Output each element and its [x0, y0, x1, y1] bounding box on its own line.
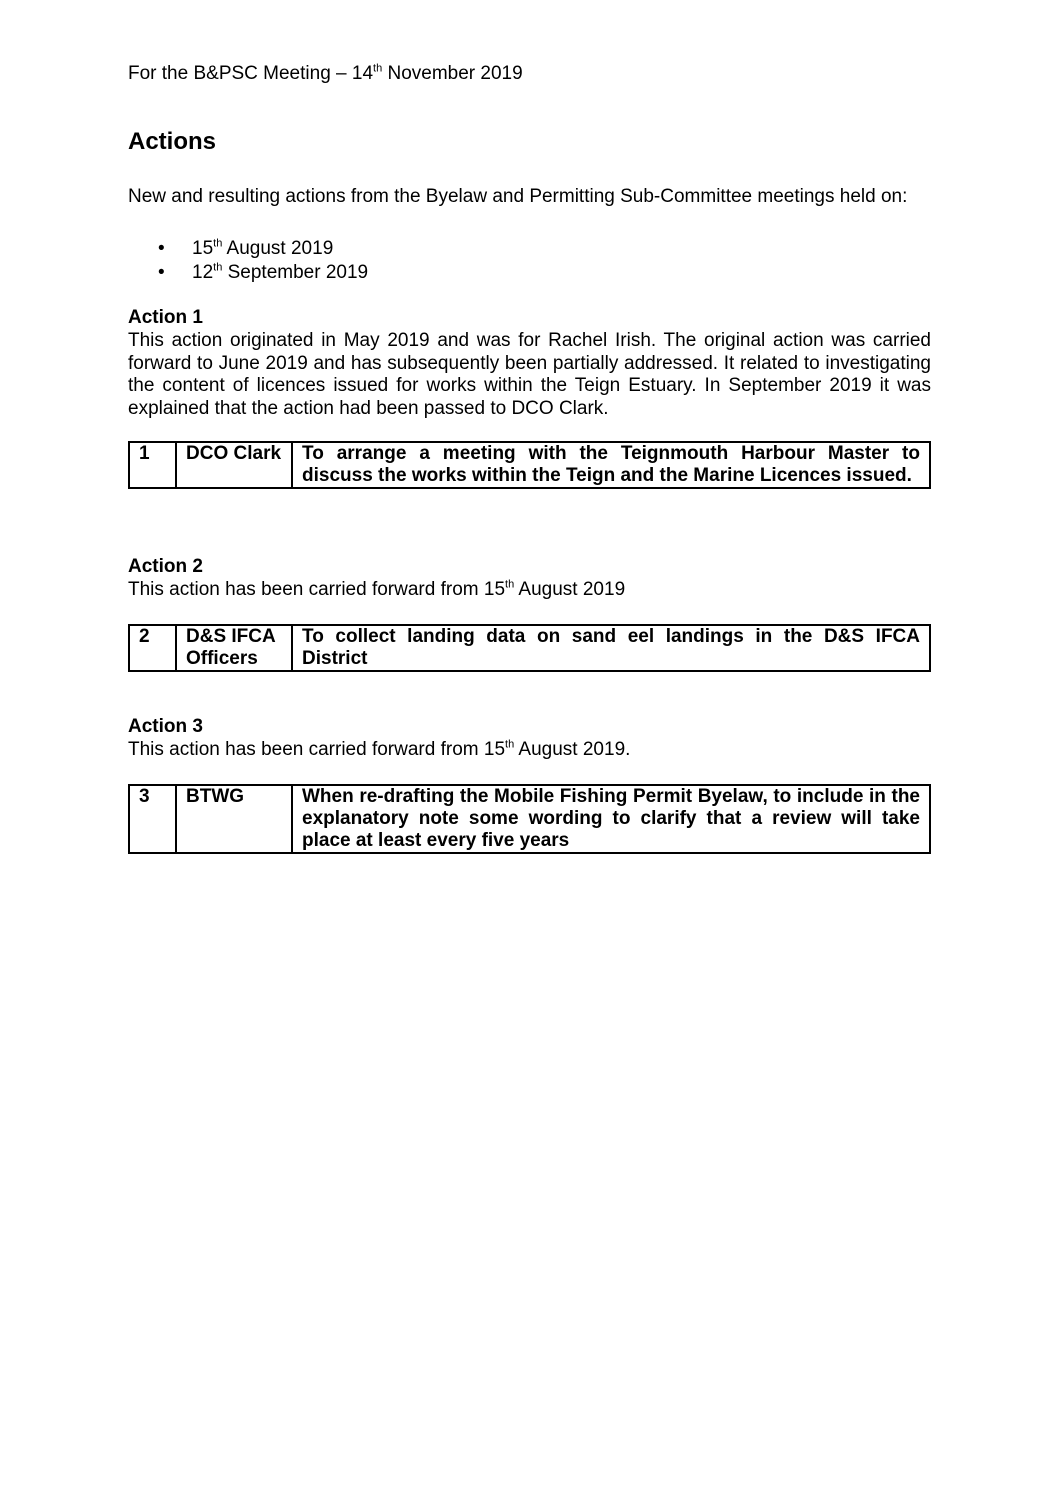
- table-row: [129, 442, 930, 488]
- action-2-table: [128, 624, 931, 672]
- action-3-heading: Action 3: [128, 716, 203, 737]
- action-2-paragraph: This action has been carried forward from 15th August 2019: [128, 578, 626, 600]
- action-1-paragraph: This action originated in May 2019 and was for Rachel Irish. The original action was carried forward to June 2019 and has subsequently been partially addressed. It related to investigating the content of licences issued for works within the Teign Estuary. In September 2019 it was explained that the action had been passed to DCO Clark.: [128, 330, 931, 419]
- action-3-paragraph: This action has been carried forward from 15th August 2019.: [128, 738, 631, 760]
- list-item: • 15th August 2019: [128, 237, 368, 261]
- meeting-dates-list: [128, 237, 368, 285]
- action-number: 3: [129, 785, 176, 853]
- action-1-table: [128, 441, 931, 489]
- action-2-heading: Action 2: [128, 556, 203, 577]
- table-row: [129, 785, 930, 853]
- action-owner: D&S IFCA Officers: [176, 625, 292, 671]
- page-title: Actions: [128, 128, 217, 155]
- action-description: When re-drafting the Mobile Fishing Permit Byelaw, to include in the explanatory note some wording to clarify that a review will take place at least every five years: [292, 785, 930, 853]
- action-owner: DCO Clark: [176, 442, 292, 488]
- action-number: 1: [129, 442, 176, 488]
- action-3-table: [128, 784, 931, 854]
- meeting-header: For the B&PSC Meeting – 14th November 2019: [128, 62, 523, 84]
- list-item: • 12th September 2019: [128, 261, 368, 285]
- action-owner: BTWG: [176, 785, 292, 853]
- action-description: To collect landing data on sand eel landings in the D&S IFCA District: [292, 625, 930, 671]
- action-1-heading: Action 1: [128, 307, 203, 328]
- action-number: 2: [129, 625, 176, 671]
- action-description: To arrange a meeting with the Teignmouth Harbour Master to discuss the works within the Teign and the Marine Licences issued.: [292, 442, 930, 488]
- table-row: [129, 625, 930, 671]
- intro-paragraph: New and resulting actions from the Byelaw and Permitting Sub-Committee meetings held on:: [128, 186, 908, 207]
